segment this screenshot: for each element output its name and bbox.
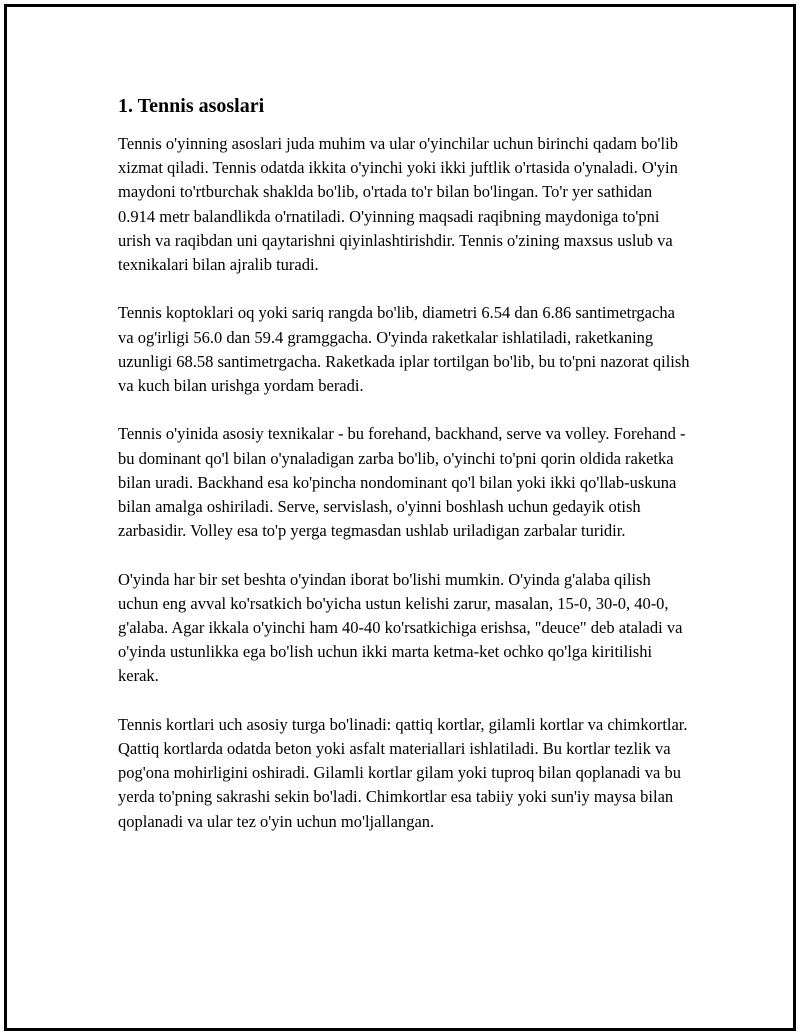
document-body bbox=[118, 92, 693, 858]
paragraph-equipment: Tennis koptoklari oq yoki sariq rangda bo'lib, diametri 6.54 dan 6.86 santimetrgacha va og'irligi 56.0 dan 59.4 gramggacha. O'yinda raketkalar ishlatiladi, raketkaning uzunligi 68.58 santimetrgacha. Raketkada iplar tortilgan bo'lib, bu to'pni nazorat qilish va kuch bilan urishga yordam beradi. bbox=[118, 303, 690, 396]
paragraph-courts: Tennis kortlari uch asosiy turga bo'linadi: qattiq kortlar, gilamli kortlar va chimkortlar. Qattiq kortlarda odatda beton yoki asfalt materiallari ishlatiladi. Bu kortlar tezlik va pog'ona mohirligini oshiradi. Gilamli kortlar gilam yoki tuproq bilan qoplanadi va bu yerda to'pning sakrashi sekin bo'ladi. Chimkortlar esa tabiiy yoki sun'iy maysa bilan qoplanadi va ular tez o'yin uchun mo'ljallangan. bbox=[118, 714, 688, 831]
section-heading: 1. Tennis asoslari bbox=[118, 95, 265, 117]
paragraph-basics: Tennis o'yinning asoslari juda muhim va ular o'yinchilar uchun birinchi qadam bo'lib xizmat qiladi. Tennis odatda ikkita o'yinchi yoki ikki juftlik o'rtasida o'ynaladi. O'yin maydoni to'rtburchak shaklda bo'lib, o'rtada to'r bilan bo'lingan. To'r yer sathidan 0.914 metr balandlikda o'rnatiladi. O'yinning maqsadi raqibning maydoniga to'pni urish va raqibdan uni qaytarishni qiyinlashtirishdir. Tennis o'zining maxsus uslub va texnikalari bilan ajralib turadi. bbox=[118, 134, 678, 275]
paragraph-scoring: O'yinda har bir set beshta o'yindan iborat bo'lishi mumkin. O'yinda g'alaba qilish uchun eng avval ko'rsatkich bo'yicha ustun kelishi zarur, masalan, 15-0, 30-0, 40-0, g'alaba. Agar ikkala o'yinchi ham 40-40 ko'rsatkichiga erishsa, "deuce" deb ataladi va o'yinda ustunlikka ega bo'lish uchun ikki marta ketma-ket ochko qo'lga kiritilishi kerak. bbox=[118, 569, 683, 686]
paragraph-techniques: Tennis o'yinida asosiy texnikalar - bu forehand, backhand, serve va volley. Forehand - bu dominant qo'l bilan o'ynaladigan zarba bo'lib, o'yinchi to'pni qorin oldida raketka bilan uradi. Backhand esa ko'pincha nondominant qo'l bilan yoki ikki qo'llab-uskuna bilan amalga oshiriladi. Serve, servislash, o'yinni boshlash uchun gedayik otish zarbasidir. Volley esa to'p yerga tegmasdan ushlab uriladigan zarbalar turidir. bbox=[118, 424, 686, 541]
